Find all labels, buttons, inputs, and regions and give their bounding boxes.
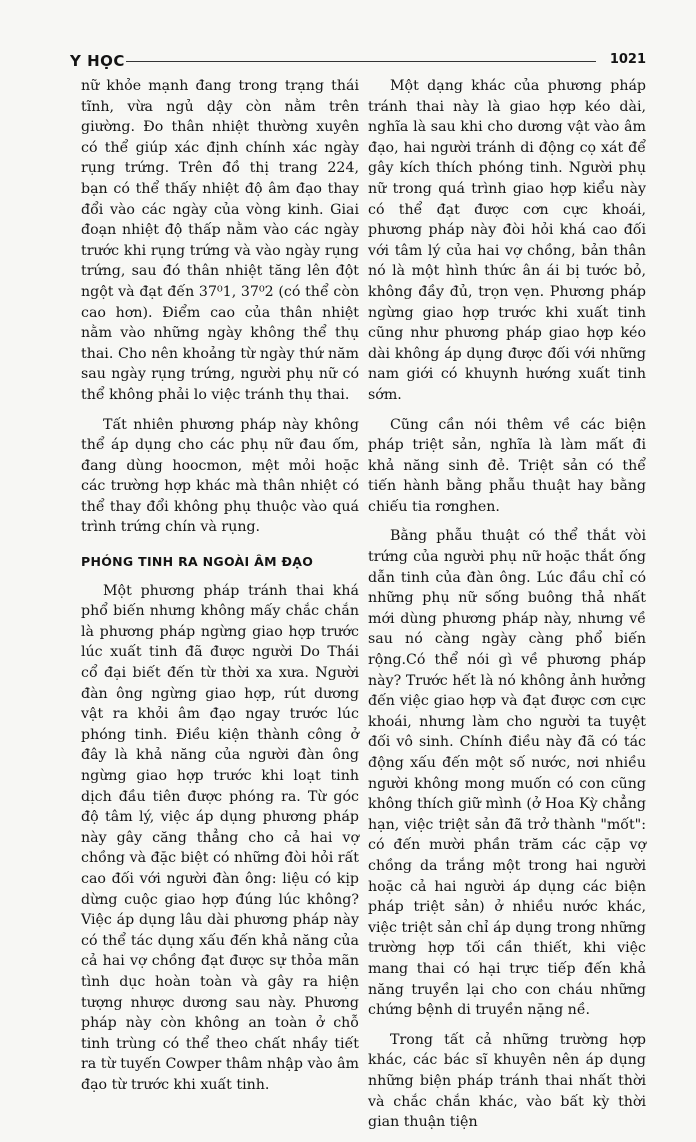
paragraph: nữ khỏe mạnh đang trong trạng thái tĩnh, vừa ngủ dậy còn nằm trên giường. Đo thân nhiệt thường xuyên có thể giúp xác định chính xác ngày rụng trứng. Trên đồ thị trang 224, bạn có thể thấy nhiệt độ âm đạo thay đổi vào các ngày của vòng kinh. Giai đoạn nhiệt độ thấp nằm vào các ngày trước khi rụng trứng và vào ngày rụng trứng, sau đó thân nhiệt tăng lên đột ngột và đạt đến 37⁰1, 37⁰2 (có thể còn cao hơn). Điểm cao của thân nhiệt nằm vào những ngày không thể thụ thai. Cho nên khoảng từ ngày thứ năm sau ngày rụng trứng, người phụ nữ có thể không phải lo việc tránh thụ thai. xyxy=(81,78,359,403)
page-number: 1021 xyxy=(609,52,646,67)
paragraph: Một dạng khác của phương pháp tránh thai này là giao hợp kéo dài, nghĩa là sau khi cho dương vật vào âm đạo, hai người tránh di động cọ xát để gây kích thích phóng tinh. Người phụ nữ trong quá trình giao hợp kiểu này có thể đạt được cơn cực khoái, phương pháp này đòi hỏi khá cao đối với tâm lý của hai vợ chồng, bản thân nó là một hình thức ân ái bị tước bỏ, không đầy đủ, trọn vẹn. Phương pháp ngừng giao hợp trước khi xuất tinh cũng như phương pháp giao hợp kéo dài không áp dụng được đối với những nam giới có khuynh hướng xuất tinh sớm. xyxy=(368,78,646,403)
paragraph: Cũng cần nói thêm về các biện pháp triệt sản, nghĩa là làm mất đi khả năng sinh đẻ. Triệt sản có thể tiến hành bằng phẫu thuật hay bằng chiếu tia rơnghen. xyxy=(368,416,646,515)
section-title: Y HỌC xyxy=(70,52,125,70)
section-heading: PHÓNG TINH RA NGOÀI ÂM ĐẠO xyxy=(81,554,314,570)
paragraph: Tất nhiên phương pháp này không thể áp dụng cho các phụ nữ đau ốm, đang dùng hoocmon, mệt mỏi hoặc các trường hợp khác mà thân nhiệt có thể thay đổi không phụ thuộc vào quá trình trứng chín và rụng. xyxy=(81,416,359,536)
paragraph: Trong tất cả những trường hợp khác, các bác sĩ khuyên nên áp dụng những biện pháp tránh thai nhất thời và chắc chắn khác, vào bất kỳ thời gian thuận tiện xyxy=(368,1031,646,1131)
header-rule xyxy=(126,61,596,62)
right-column xyxy=(368,76,646,1142)
paragraph: Một phương pháp tránh thai khá phổ biến nhưng không mấy chắc chắn là phương pháp ngừng giao hợp trước lúc xuất tinh đã được người Do Thái cổ đại biết đến từ thời xa xưa. Người đàn ông ngừng giao hợp, rút dương vật ra khỏi âm đạo ngay trước lúc phóng tinh. Điều kiện thành công ở đây là khả năng của người đàn ông ngừng giao hợp trước khi loạt tinh dịch đầu tiên được phóng ra. Từ góc độ tâm lý, việc áp dụng phương pháp này gây căng thẳng cho cả hai vợ chồng và đặc biệt có những đòi hỏi rất cao đối với người đàn ông: liệu có kịp dừng cuộc giao hợp đúng lúc không? Việc áp dụng lâu dài phương pháp này có thể tác dụng xấu đến khả năng của cả hai vợ chồng đạt được sự thỏa mãn tình dục hoàn toàn và gây ra hiện tượng nhược dương sau này. Phương pháp này còn không an toàn ở chỗ tinh trùng có thể theo chất nhầy tiết ra từ tuyến Cowper thâm nhập vào âm đạo từ trước khi xuất tinh. xyxy=(81,582,359,1093)
running-header xyxy=(70,52,646,72)
left-column xyxy=(81,76,359,1105)
paragraph: Bằng phẫu thuật có thể thắt vòi trứng của người phụ nữ hoặc thắt ống dẫn tinh của đàn ông. Lúc đầu chỉ có những phụ nữ sống buông thả nhất mới dùng phương pháp này, nhưng về sau nó càng ngày càng phổ biến rộng.Có thể nói gì về phương pháp này? Trước hết là nó không ảnh hưởng đến việc giao hợp và đạt được cơn cực khoái, nhưng làm cho người ta tuyệt đối vô sinh. Chính điều này đã có tác động xấu đến một số nước, nơi nhiều người không mong muốn có con cũng không thích giữ mình (ở Hoa Kỳ chẳng hạn, việc triệt sản đã trở thành "mốt": có đến mười phần trăm các cặp vợ chồng da trắng một trong hai người hoặc cả hai người áp dụng các biện pháp triệt sản) ở nhiều nước khác, việc triệt sản chỉ áp dụng trong những trường hợp tối cần thiết, khi việc mang thai có hại trực tiếp đến khả năng truyền lại cho con cháu những chứng bệnh di truyền nặng nề. xyxy=(368,528,646,1019)
